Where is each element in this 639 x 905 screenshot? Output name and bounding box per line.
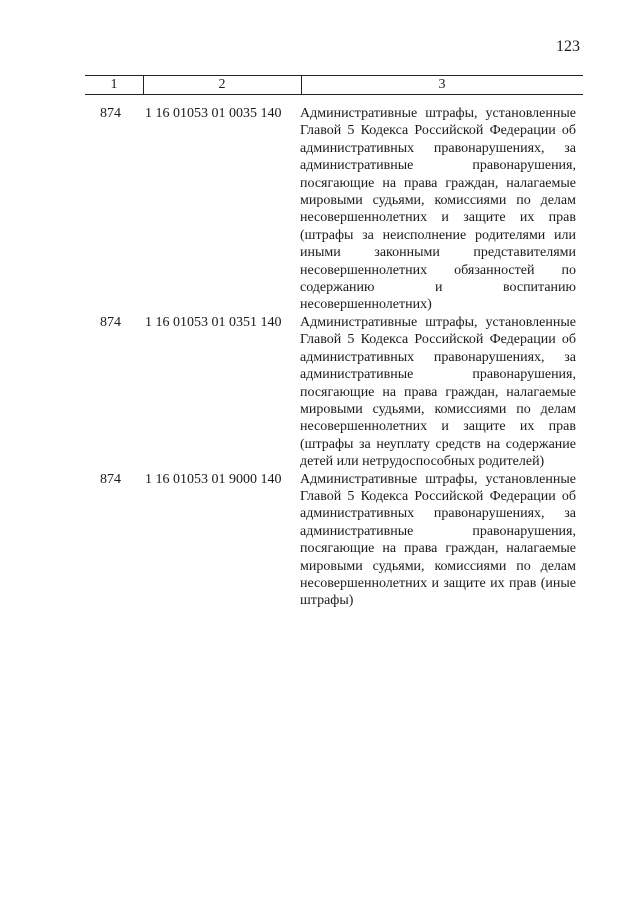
kbk-code: 1 16 01053 01 0351 140	[145, 314, 282, 330]
admin-code: 874	[100, 314, 121, 330]
row-description: Административные штрафы, установленные Главой 5 Кодекса Российской Федерации об административных правонарушениях, за административные правонарушения, посягающие на права граждан, налагаемые мировыми судьями, комиссиями по делам несовершеннолетних и защите их прав (иные штрафы)	[300, 471, 576, 609]
admin-code: 874	[100, 471, 121, 487]
table-row	[100, 314, 590, 471]
row-description: Административные штрафы, установленные Главой 5 Кодекса Российской Федерации об административных правонарушениях, за административные правонарушения, посягающие на права граждан, налагаемые мировыми судьями, комиссиями по делам несовершеннолетних и защите их прав (штрафы за неисполнение родителями или иными законными представителями несовершеннолетних обязанностей по содержанию и воспитанию несовершеннолетних)	[300, 106, 576, 313]
table-body	[100, 105, 590, 610]
table-header	[85, 75, 583, 95]
header-col-3: 3	[438, 77, 446, 92]
kbk-code: 1 16 01053 01 0035 140	[145, 106, 282, 121]
kbk-code: 1 16 01053 01 9000 140	[145, 471, 282, 487]
table-row	[100, 105, 590, 314]
admin-code: 874	[100, 106, 121, 121]
table-row	[100, 471, 590, 610]
row-description: Административные штрафы, установленные Главой 5 Кодекса Российской Федерации об административных правонарушениях, за административные правонарушения, посягающие на права граждан, налагаемые мировыми судьями, комиссиями по делам несовершеннолетних и защите их прав (штрафы за неуплату средств на содержание детей или нетрудоспособных родителей)	[300, 314, 576, 470]
header-col-1: 1	[110, 77, 118, 92]
page-number: 123	[556, 38, 580, 55]
header-col-2: 2	[218, 77, 226, 92]
